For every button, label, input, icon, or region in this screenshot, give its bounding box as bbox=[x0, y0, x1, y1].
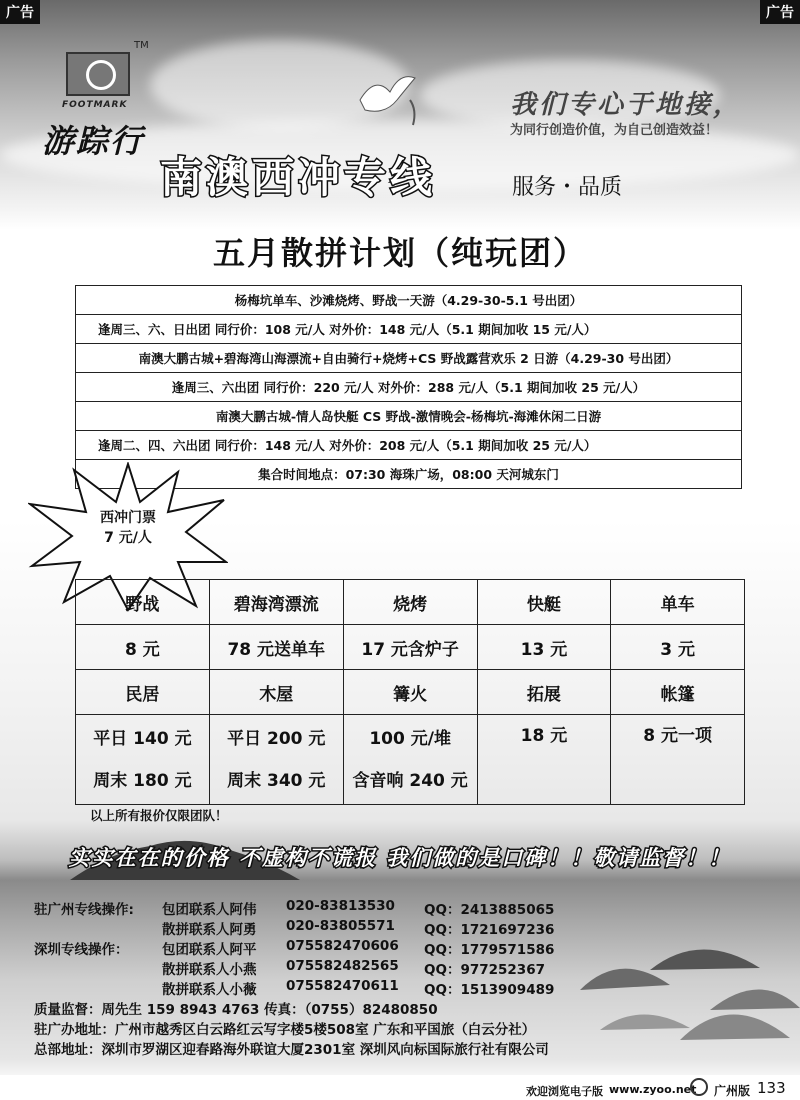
price-value: 13 元 bbox=[477, 625, 611, 670]
contact-phone: 020-83813530 bbox=[286, 898, 395, 914]
contact-row bbox=[34, 898, 594, 918]
contact-row bbox=[34, 918, 594, 938]
contact-qq: QQ：977252367 bbox=[424, 962, 545, 978]
price-header: 碧海湾漂流 bbox=[209, 580, 343, 625]
price-value bbox=[477, 715, 611, 805]
itinerary-table bbox=[75, 285, 742, 489]
contact-person: 散拼联系人小燕 bbox=[162, 962, 257, 978]
contact-person: 散拼联系人小薇 bbox=[162, 982, 257, 998]
price-header: 木屋 bbox=[209, 670, 343, 715]
trademark-mark: TM bbox=[134, 40, 149, 51]
ad-label-right: 广告 bbox=[760, 0, 800, 24]
contact-row bbox=[34, 958, 594, 978]
itinerary-row: 集合时间地点：07:30 海珠广场，08:00 天河城东门 bbox=[76, 460, 742, 489]
itinerary-row: 逢周三、六、日出团 同行价：108 元/人 对外价：148 元/人（5.1 期间加收 15 元/人） bbox=[76, 315, 742, 344]
itinerary-row: 南澳大鹏古城-情人岛快艇 CS 野战-激情晚会-杨梅坑-海滩休闲二日游 bbox=[76, 402, 742, 431]
beach-tents-decoration bbox=[560, 930, 800, 1060]
price-value bbox=[76, 715, 210, 805]
price-value: 78 元送单车 bbox=[209, 625, 343, 670]
bonfire-audio-price: 含音响 240 元 bbox=[352, 770, 468, 791]
logo-footmark-text: FOOTMARK bbox=[62, 100, 128, 110]
footer-edition: 广州版 bbox=[714, 1084, 751, 1098]
price-header: 野战 bbox=[76, 580, 210, 625]
contact-person: 包团联系人阿伟 bbox=[162, 902, 257, 918]
footer-site-link[interactable]: www.zyoo.net bbox=[609, 1083, 697, 1096]
contact-qq: QQ：1779571586 bbox=[424, 942, 555, 958]
contact-qq: QQ：1721697236 bbox=[424, 922, 555, 938]
publisher-seal-icon bbox=[690, 1078, 708, 1096]
contact-group-label: 驻广州专线操作: bbox=[34, 902, 134, 918]
service-quality-text: 服务・品质 bbox=[512, 175, 623, 200]
bonfire-price: 100 元/堆 bbox=[369, 728, 451, 749]
itinerary-row: 杨梅坑单车、沙滩烧烤、野战一天游（4.29-30-5.1 号出团） bbox=[76, 286, 742, 315]
itinerary-row: 逢周三、六出团 同行价：220 元/人 对外价：288 元/人（5.1 期间加收 25 元/人） bbox=[76, 373, 742, 402]
price-header: 帐篷 bbox=[611, 670, 745, 715]
price-note: 以上所有报价仅限团队！ bbox=[90, 808, 228, 823]
outward-price: 18 元 bbox=[520, 726, 568, 746]
plan-title: 五月散拼计划（纯玩团） bbox=[212, 234, 587, 272]
route-title: 南澳西冲专线 bbox=[160, 153, 437, 202]
weekend-price: 周末 340 元 bbox=[227, 770, 326, 791]
price-header: 烧烤 bbox=[343, 580, 477, 625]
page-number: 133 bbox=[757, 1079, 786, 1097]
contact-qq: QQ：1513909489 bbox=[424, 982, 555, 998]
contact-phone: 075582470606 bbox=[286, 938, 399, 954]
contact-row bbox=[34, 938, 594, 958]
contact-phone: 075582482565 bbox=[286, 958, 399, 974]
ticket-value: 7 元/人 bbox=[104, 530, 152, 546]
price-value bbox=[611, 715, 745, 805]
contact-row bbox=[34, 978, 594, 998]
footmark-logo-icon bbox=[66, 52, 130, 96]
dove-icon bbox=[355, 70, 425, 130]
price-value: 8 元 bbox=[76, 625, 210, 670]
sub-slogan: 为同行创造价值，为自己创造效益！ bbox=[510, 123, 719, 138]
price-value: 3 元 bbox=[611, 625, 745, 670]
contact-person: 包团联系人阿平 bbox=[162, 942, 257, 958]
price-value: 17 元含炉子 bbox=[343, 625, 477, 670]
ticket-price bbox=[78, 508, 178, 548]
contact-person: 散拼联系人阿勇 bbox=[162, 922, 257, 938]
guangzhou-office-address: 驻广办地址：广州市越秀区白云路红云写字楼5楼508室 广东和平国旅（白云分社） bbox=[34, 1022, 536, 1038]
contact-phone: 020-83805571 bbox=[286, 918, 395, 934]
weekend-price: 周末 180 元 bbox=[93, 770, 192, 791]
contact-list bbox=[34, 898, 594, 998]
brand-name: 游踪行 bbox=[42, 122, 145, 160]
tent-price: 8 元一项 bbox=[643, 726, 712, 746]
price-header: 民居 bbox=[76, 670, 210, 715]
contact-group-label: 深圳专线操作： bbox=[34, 942, 129, 958]
itinerary-row: 南澳大鹏古城+碧海湾山海漂流+自由骑行+烧烤+CS 野战露营欢乐 2 日游（4.29-30 号出团） bbox=[76, 344, 742, 373]
weekday-price: 平日 200 元 bbox=[227, 728, 326, 749]
weekday-price: 平日 140 元 bbox=[93, 728, 192, 749]
slogan-banner: 实实在在的价格 不虚构不谎报 我们做的是口碑！！敬请监督！！ bbox=[68, 846, 732, 870]
price-table bbox=[75, 579, 745, 805]
ticket-label: 西冲门票 bbox=[100, 510, 156, 526]
slogan: 我们专心于地接， bbox=[510, 90, 743, 120]
footer-text: 欢迎浏览电子版 bbox=[526, 1085, 603, 1098]
price-header: 单车 bbox=[611, 580, 745, 625]
ad-label-left: 广告 bbox=[0, 0, 40, 24]
price-value bbox=[209, 715, 343, 805]
quality-supervision: 质量监督：周先生 159 8943 4763 传真：（0755）82480850 bbox=[34, 1002, 438, 1018]
price-header: 快艇 bbox=[477, 580, 611, 625]
contact-phone: 075582470611 bbox=[286, 978, 399, 994]
price-value bbox=[343, 715, 477, 805]
page-footer bbox=[0, 1075, 800, 1100]
contact-qq: QQ：2413885065 bbox=[424, 902, 555, 918]
price-header: 篝火 bbox=[343, 670, 477, 715]
headquarters-address: 总部地址：深圳市罗湖区迎春路海外联谊大厦2301室 深圳风向标国际旅行社有限公司 bbox=[34, 1042, 549, 1058]
price-header: 拓展 bbox=[477, 670, 611, 715]
itinerary-row: 逢周二、四、六出团 同行价：148 元/人 对外价：208 元/人（5.1 期间加收 25 元/人） bbox=[76, 431, 742, 460]
